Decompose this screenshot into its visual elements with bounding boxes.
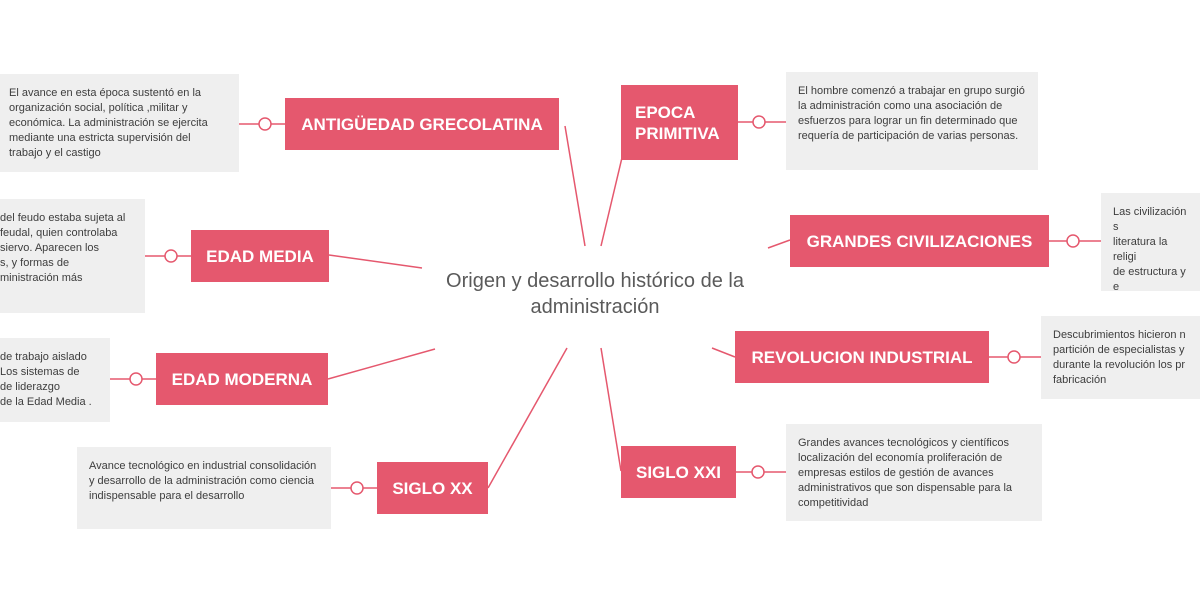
topic-grandes-civilizaciones[interactable]: GRANDES CIVILIZACIONES <box>790 215 1049 267</box>
node-dot-edad-moderna <box>130 373 142 385</box>
note-siglo-xxi[interactable]: Grandes avances tecnológicos y científicos localización del economía proliferación de empresas estilos de gestión de avances administrativos que son dispensable para la competitividad <box>786 424 1042 521</box>
topic-antiguedad-grecolatina[interactable]: ANTIGÜEDAD GRECOLATINA <box>285 98 559 150</box>
connector-siglo-xxi <box>601 348 621 471</box>
connector-edad-media <box>329 255 422 268</box>
note-siglo-xx[interactable]: Avance tecnológico en industrial consolidación y desarrollo de la administración como ciencia indispensable para el desarrollo <box>77 447 331 529</box>
topic-epoca-primitiva[interactable]: EPOCA PRIMITIVA <box>621 85 738 160</box>
note-edad-moderna[interactable]: de trabajo aislado Los sistemas de de liderazgo de la Edad Media . <box>0 338 110 422</box>
node-dot-civilizaciones <box>1067 235 1079 247</box>
note-epoca-primitiva[interactable]: El hombre comenzó a trabajar en grupo surgió la administración como una asociación de esfuerzos para lograr un fin determinado que requería de participación de varias personas. <box>786 72 1038 170</box>
connector-siglo-xx <box>488 348 567 488</box>
connector-revolucion <box>712 348 735 357</box>
node-dot-siglo-xx <box>351 482 363 494</box>
topic-revolucion-industrial[interactable]: REVOLUCION INDUSTRIAL <box>735 331 989 383</box>
topic-siglo-xx[interactable]: SIGLO XX <box>377 462 488 514</box>
topic-edad-moderna[interactable]: EDAD MODERNA <box>156 353 328 405</box>
connector-civilizaciones <box>768 240 790 248</box>
connector-antiguedad <box>565 126 585 246</box>
node-dot-antiguedad <box>259 118 271 130</box>
topic-siglo-xxi[interactable]: SIGLO XXI <box>621 446 736 498</box>
topic-edad-media[interactable]: EDAD MEDIA <box>191 230 329 282</box>
central-topic[interactable]: Origen y desarrollo histórico de la administración <box>446 270 744 318</box>
connector-edad-moderna <box>328 349 435 379</box>
node-dot-epoca <box>753 116 765 128</box>
note-revolucion-industrial[interactable]: Descubrimientos hicieron n partición de especialistas y durante la revolución los pr fabricación <box>1041 316 1200 399</box>
note-antiguedad-grecolatina[interactable]: El avance en esta época sustentó en la organización social, política ,militar y económica. La administración se ejercita mediante una estricta supervisión del trabajo y el castigo <box>0 74 239 172</box>
node-dot-siglo-xxi <box>752 466 764 478</box>
node-dot-edad-media <box>165 250 177 262</box>
note-edad-media[interactable]: del feudo estaba sujeta al feudal, quien controlaba siervo. Aparecen los s, y formas de ministración más <box>0 199 145 313</box>
note-grandes-civilizaciones[interactable]: Las civilización s literatura la religi de estructura y e <box>1101 193 1200 291</box>
node-dot-revolucion <box>1008 351 1020 363</box>
